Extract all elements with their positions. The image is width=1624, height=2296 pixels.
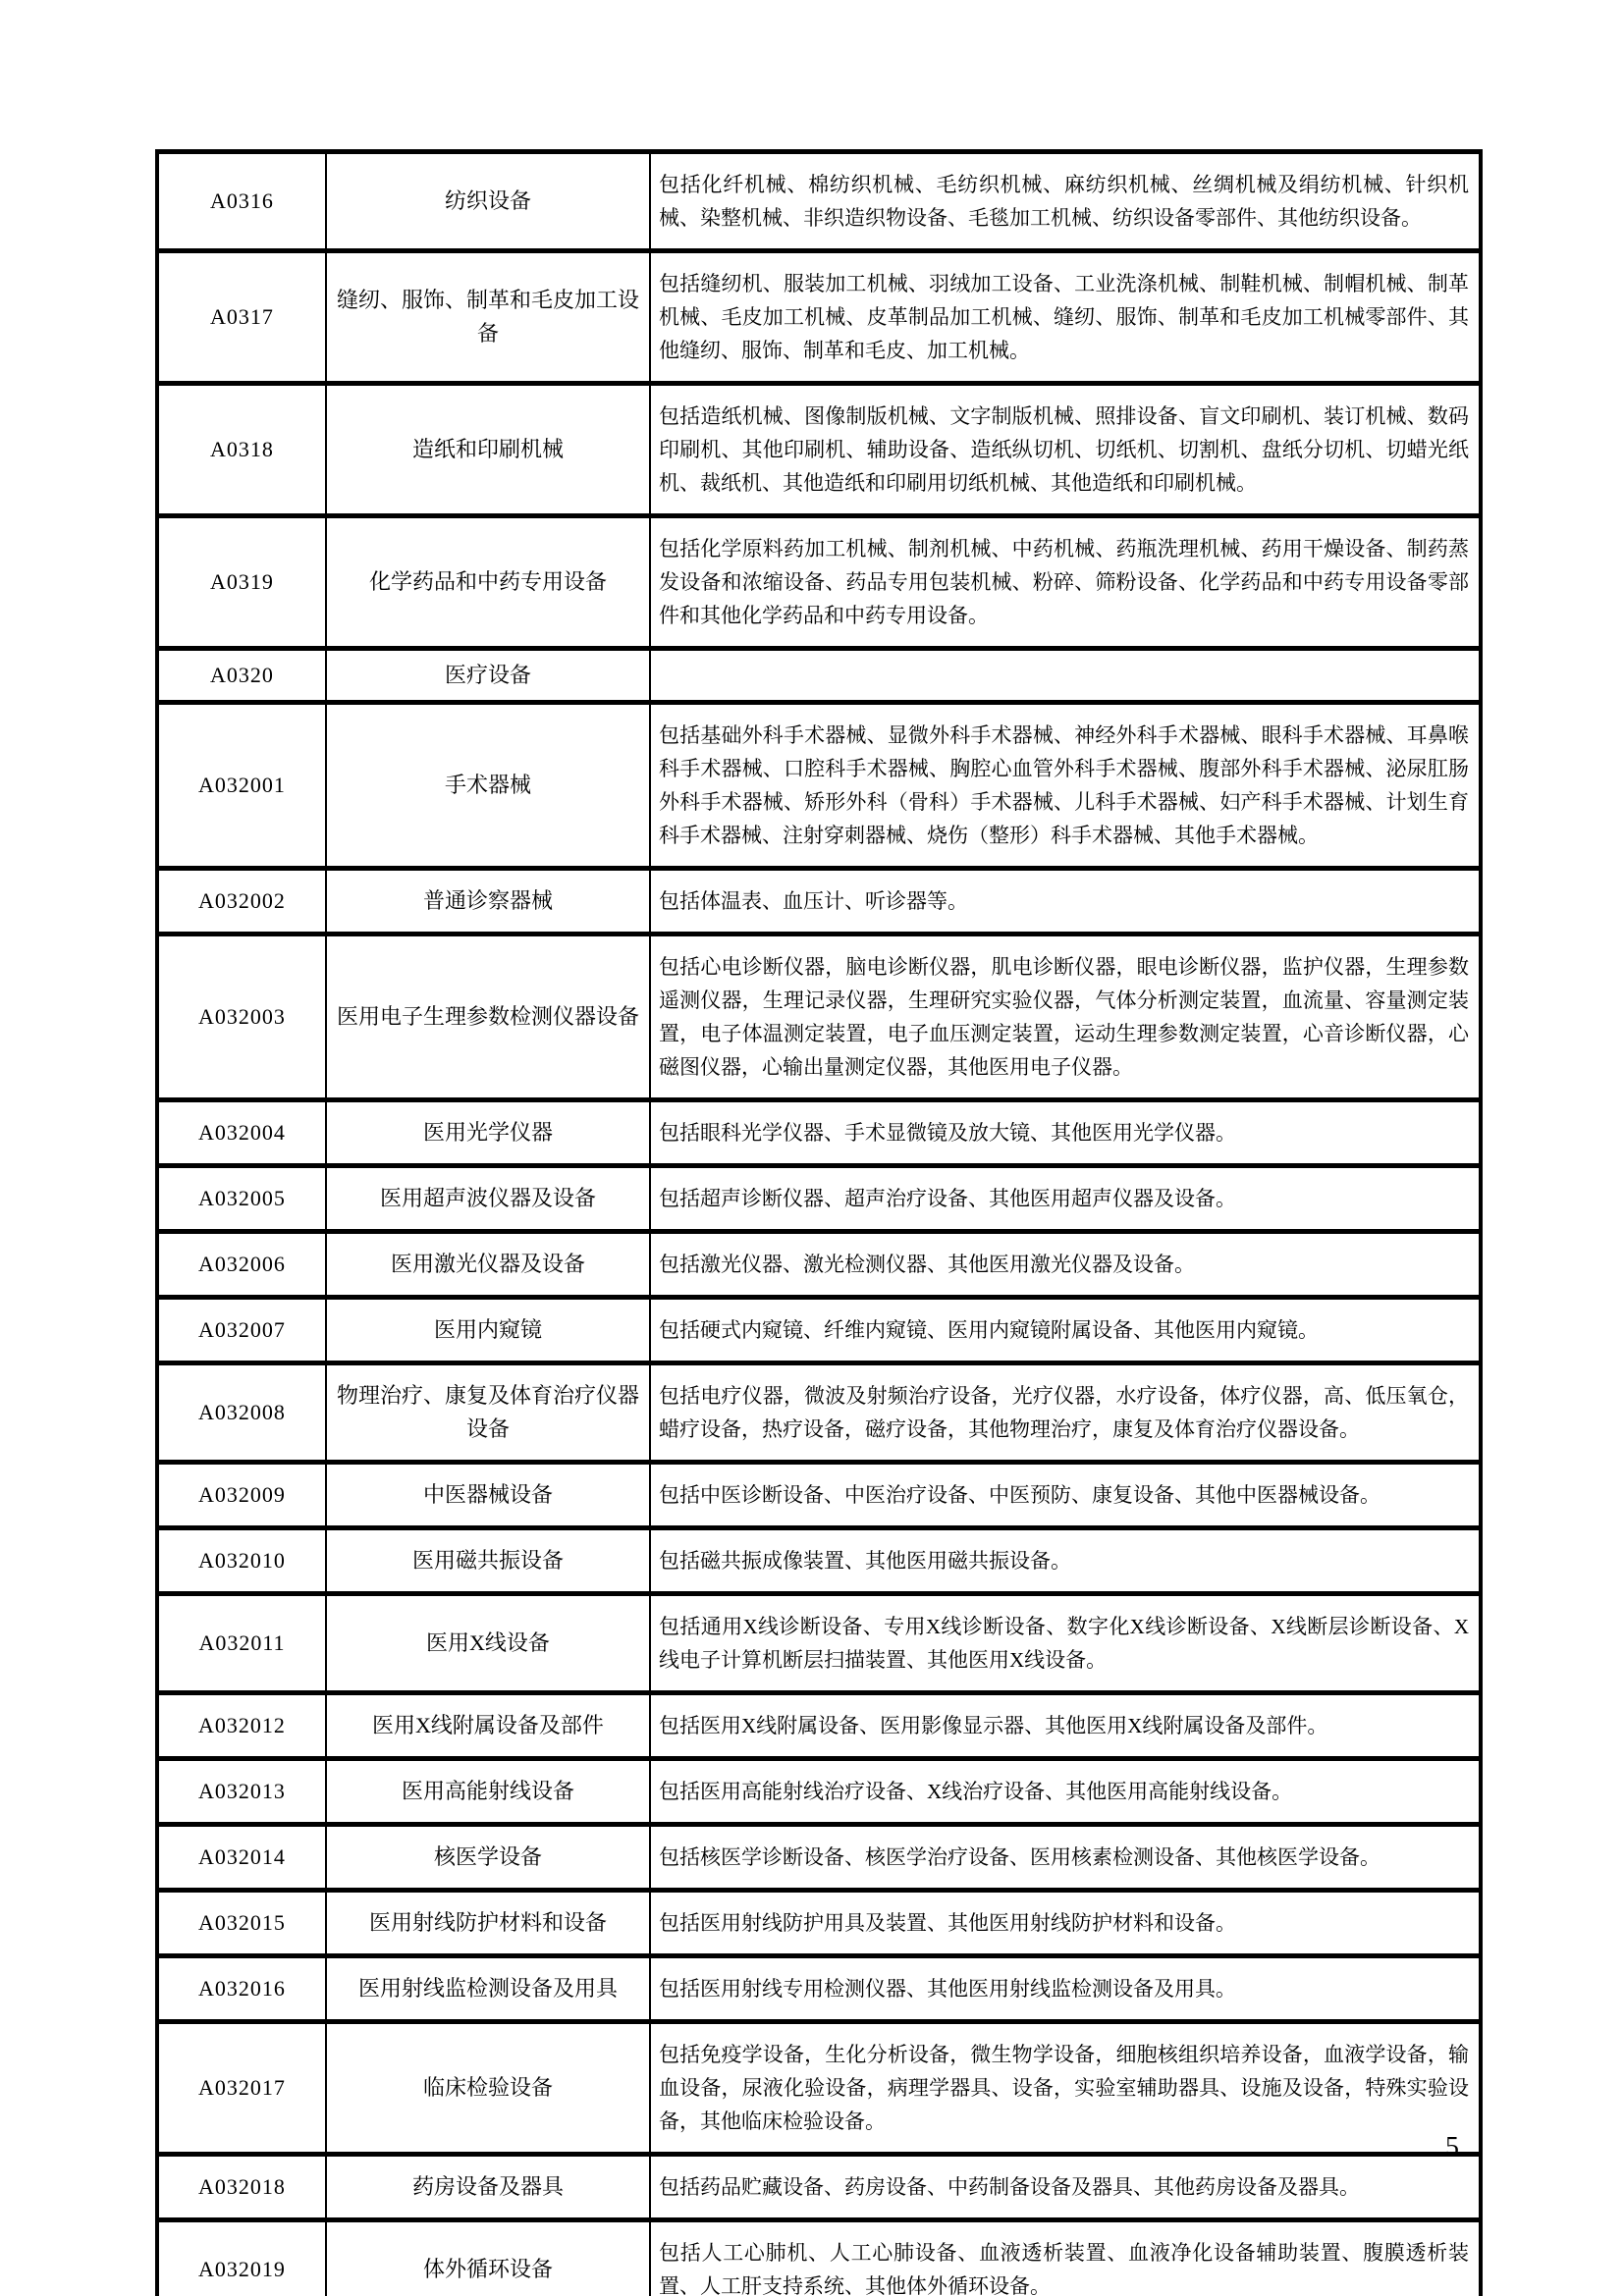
row-name-cell: 医用高能射线设备 bbox=[326, 1759, 650, 1825]
row-description-cell: 包括激光仪器、激光检测仪器、其他医用激光仪器及设备。 bbox=[650, 1232, 1481, 1298]
table-row bbox=[157, 2022, 1481, 2155]
row-description-cell: 包括基础外科手术器械、显微外科手术器械、神经外科手术器械、眼科手术器械、耳鼻喉科手术器械、口腔科手术器械、胸腔心血管外科手术器械、腹部外科手术器械、泌尿肛肠外科手术器械、矫形外科（骨科）手术器械、儿科手术器械、妇产科手术器械、计划生育科手术器械、注射穿刺器械、烧伤（整形）科手术器械、其他手术器械。 bbox=[650, 703, 1481, 869]
row-code-cell: A032001 bbox=[157, 703, 326, 869]
row-description-cell: 包括眼科光学仪器、手术显微镜及放大镜、其他医用光学仪器。 bbox=[650, 1100, 1481, 1166]
table-row bbox=[157, 1463, 1481, 1528]
row-description-cell: 包括核医学诊断设备、核医学治疗设备、医用核素检测设备、其他核医学设备。 bbox=[650, 1825, 1481, 1891]
row-description-cell: 包括缝纫机、服装加工机械、羽绒加工设备、工业洗涤机械、制鞋机械、制帽机械、制革机械、毛皮加工机械、皮革制品加工机械、缝纫、服饰、制革和毛皮加工机械零部件、其他缝纫、服饰、制革和毛皮、加工机械。 bbox=[650, 251, 1481, 384]
row-code-cell: A0319 bbox=[157, 516, 326, 649]
row-code-cell: A032006 bbox=[157, 1232, 326, 1298]
table-row bbox=[157, 934, 1481, 1100]
table-row bbox=[157, 1100, 1481, 1166]
table-row bbox=[157, 2155, 1481, 2220]
row-name-cell: 药房设备及器具 bbox=[326, 2155, 650, 2220]
table-row bbox=[157, 384, 1481, 516]
row-code-cell: A032010 bbox=[157, 1528, 326, 1594]
row-code-cell: A0320 bbox=[157, 649, 326, 703]
table-row bbox=[157, 869, 1481, 934]
row-description-cell: 包括硬式内窥镜、纤维内窥镜、医用内窥镜附属设备、其他医用内窥镜。 bbox=[650, 1298, 1481, 1363]
row-name-cell: 医用超声波仪器及设备 bbox=[326, 1166, 650, 1232]
row-name-cell: 体外循环设备 bbox=[326, 2220, 650, 2296]
row-name-cell: 造纸和印刷机械 bbox=[326, 384, 650, 516]
row-name-cell: 医用电子生理参数检测仪器设备 bbox=[326, 934, 650, 1100]
row-name-cell: 医用磁共振设备 bbox=[326, 1528, 650, 1594]
row-description-cell: 包括医用射线专用检测仪器、其他医用射线监检测设备及用具。 bbox=[650, 1956, 1481, 2022]
row-code-cell: A032002 bbox=[157, 869, 326, 934]
row-code-cell: A032008 bbox=[157, 1363, 326, 1463]
asset-classification-table bbox=[155, 149, 1483, 2296]
classification-table-body bbox=[157, 152, 1481, 2296]
row-code-cell: A032005 bbox=[157, 1166, 326, 1232]
table-row bbox=[157, 1528, 1481, 1594]
row-code-cell: A032014 bbox=[157, 1825, 326, 1891]
table-row bbox=[157, 516, 1481, 649]
row-name-cell: 医用X线设备 bbox=[326, 1594, 650, 1693]
row-description-cell: 包括磁共振成像装置、其他医用磁共振设备。 bbox=[650, 1528, 1481, 1594]
row-name-cell: 普通诊察器械 bbox=[326, 869, 650, 934]
row-description-cell: 包括化纤机械、棉纺织机械、毛纺织机械、麻纺织机械、丝绸机械及绢纺机械、针织机械、染整机械、非织造织物设备、毛毯加工机械、纺织设备零部件、其他纺织设备。 bbox=[650, 152, 1481, 251]
table-row bbox=[157, 1232, 1481, 1298]
row-description-cell: 包括医用高能射线治疗设备、X线治疗设备、其他医用高能射线设备。 bbox=[650, 1759, 1481, 1825]
row-description-cell: 包括造纸机械、图像制版机械、文字制版机械、照排设备、盲文印刷机、装订机械、数码印刷机、其他印刷机、辅助设备、造纸纵切机、切纸机、切割机、盘纸分切机、切蜡光纸机、裁纸机、其他造纸和印刷用切纸机械、其他造纸和印刷机械。 bbox=[650, 384, 1481, 516]
row-description-cell: 包括超声诊断仪器、超声治疗设备、其他医用超声仪器及设备。 bbox=[650, 1166, 1481, 1232]
row-name-cell: 医用内窥镜 bbox=[326, 1298, 650, 1363]
table-row bbox=[157, 1298, 1481, 1363]
row-name-cell: 临床检验设备 bbox=[326, 2022, 650, 2155]
row-code-cell: A032013 bbox=[157, 1759, 326, 1825]
row-code-cell: A032018 bbox=[157, 2155, 326, 2220]
row-description-cell: 包括医用X线附属设备、医用影像显示器、其他医用X线附属设备及部件。 bbox=[650, 1693, 1481, 1759]
row-code-cell: A032004 bbox=[157, 1100, 326, 1166]
row-name-cell: 医用光学仪器 bbox=[326, 1100, 650, 1166]
table-row bbox=[157, 1363, 1481, 1463]
row-name-cell: 中医器械设备 bbox=[326, 1463, 650, 1528]
row-description-cell: 包括人工心肺机、人工心肺设备、血液透析装置、血液净化设备辅助装置、腹膜透析装置、人工肝支持系统、其他体外循环设备。 bbox=[650, 2220, 1481, 2296]
table-row bbox=[157, 1956, 1481, 2022]
row-name-cell: 化学药品和中药专用设备 bbox=[326, 516, 650, 649]
row-description-cell: 包括体温表、血压计、听诊器等。 bbox=[650, 869, 1481, 934]
row-code-cell: A032016 bbox=[157, 1956, 326, 2022]
row-code-cell: A032003 bbox=[157, 934, 326, 1100]
row-description-cell: 包括免疫学设备，生化分析设备，微生物学设备，细胞核组织培养设备，血液学设备，输血设备，尿液化验设备，病理学器具、设备，实验室辅助器具、设施及设备，特殊实验设备，其他临床检验设备。 bbox=[650, 2022, 1481, 2155]
table-row bbox=[157, 1594, 1481, 1693]
table-row bbox=[157, 152, 1481, 251]
row-code-cell: A032015 bbox=[157, 1891, 326, 1956]
table-row bbox=[157, 1693, 1481, 1759]
row-description-cell: 包括心电诊断仪器，脑电诊断仪器，肌电诊断仪器，眼电诊断仪器，监护仪器，生理参数遥测仪器，生理记录仪器，生理研究实验仪器，气体分析测定装置，血流量、容量测定装置，电子体温测定装置，电子血压测定装置，运动生理参数测定装置，心音诊断仪器，心磁图仪器，心输出量测定仪器，其他医用电子仪器。 bbox=[650, 934, 1481, 1100]
row-name-cell: 手术器械 bbox=[326, 703, 650, 869]
table-row bbox=[157, 1759, 1481, 1825]
table-row bbox=[157, 1825, 1481, 1891]
row-code-cell: A0317 bbox=[157, 251, 326, 384]
table-row bbox=[157, 649, 1481, 703]
row-description-cell bbox=[650, 649, 1481, 703]
row-code-cell: A032007 bbox=[157, 1298, 326, 1363]
row-description-cell: 包括化学原料药加工机械、制剂机械、中药机械、药瓶洗理机械、药用干燥设备、制药蒸发设备和浓缩设备、药品专用包装机械、粉碎、筛粉设备、化学药品和中药专用设备零部件和其他化学药品和中药专用设备。 bbox=[650, 516, 1481, 649]
row-name-cell: 医疗设备 bbox=[326, 649, 650, 703]
row-name-cell: 医用射线防护材料和设备 bbox=[326, 1891, 650, 1956]
row-code-cell: A0318 bbox=[157, 384, 326, 516]
row-name-cell: 物理治疗、康复及体育治疗仪器设备 bbox=[326, 1363, 650, 1463]
table-row bbox=[157, 703, 1481, 869]
row-description-cell: 包括医用射线防护用具及装置、其他医用射线防护材料和设备。 bbox=[650, 1891, 1481, 1956]
table-row bbox=[157, 1166, 1481, 1232]
row-name-cell: 纺织设备 bbox=[326, 152, 650, 251]
row-description-cell: 包括中医诊断设备、中医治疗设备、中医预防、康复设备、其他中医器械设备。 bbox=[650, 1463, 1481, 1528]
table-row bbox=[157, 1891, 1481, 1956]
row-name-cell: 医用射线监检测设备及用具 bbox=[326, 1956, 650, 2022]
row-code-cell: A032017 bbox=[157, 2022, 326, 2155]
table-row bbox=[157, 251, 1481, 384]
row-name-cell: 医用X线附属设备及部件 bbox=[326, 1693, 650, 1759]
row-description-cell: 包括通用X线诊断设备、专用X线诊断设备、数字化X线诊断设备、X线断层诊断设备、X线电子计算机断层扫描装置、其他医用X线设备。 bbox=[650, 1594, 1481, 1693]
row-code-cell: A032011 bbox=[157, 1594, 326, 1693]
row-name-cell: 医用激光仪器及设备 bbox=[326, 1232, 650, 1298]
row-code-cell: A0316 bbox=[157, 152, 326, 251]
row-name-cell: 核医学设备 bbox=[326, 1825, 650, 1891]
row-code-cell: A032019 bbox=[157, 2220, 326, 2296]
row-code-cell: A032012 bbox=[157, 1693, 326, 1759]
row-description-cell: 包括药品贮藏设备、药房设备、中药制备设备及器具、其他药房设备及器具。 bbox=[650, 2155, 1481, 2220]
row-code-cell: A032009 bbox=[157, 1463, 326, 1528]
row-name-cell: 缝纫、服饰、制革和毛皮加工设备 bbox=[326, 251, 650, 384]
row-description-cell: 包括电疗仪器，微波及射频治疗设备，光疗仪器，水疗设备，体疗仪器，高、低压氧仓，蜡疗设备，热疗设备，磁疗设备，其他物理治疗，康复及体育治疗仪器设备。 bbox=[650, 1363, 1481, 1463]
table-row bbox=[157, 2220, 1481, 2296]
page-number: 5 bbox=[1445, 2132, 1459, 2163]
